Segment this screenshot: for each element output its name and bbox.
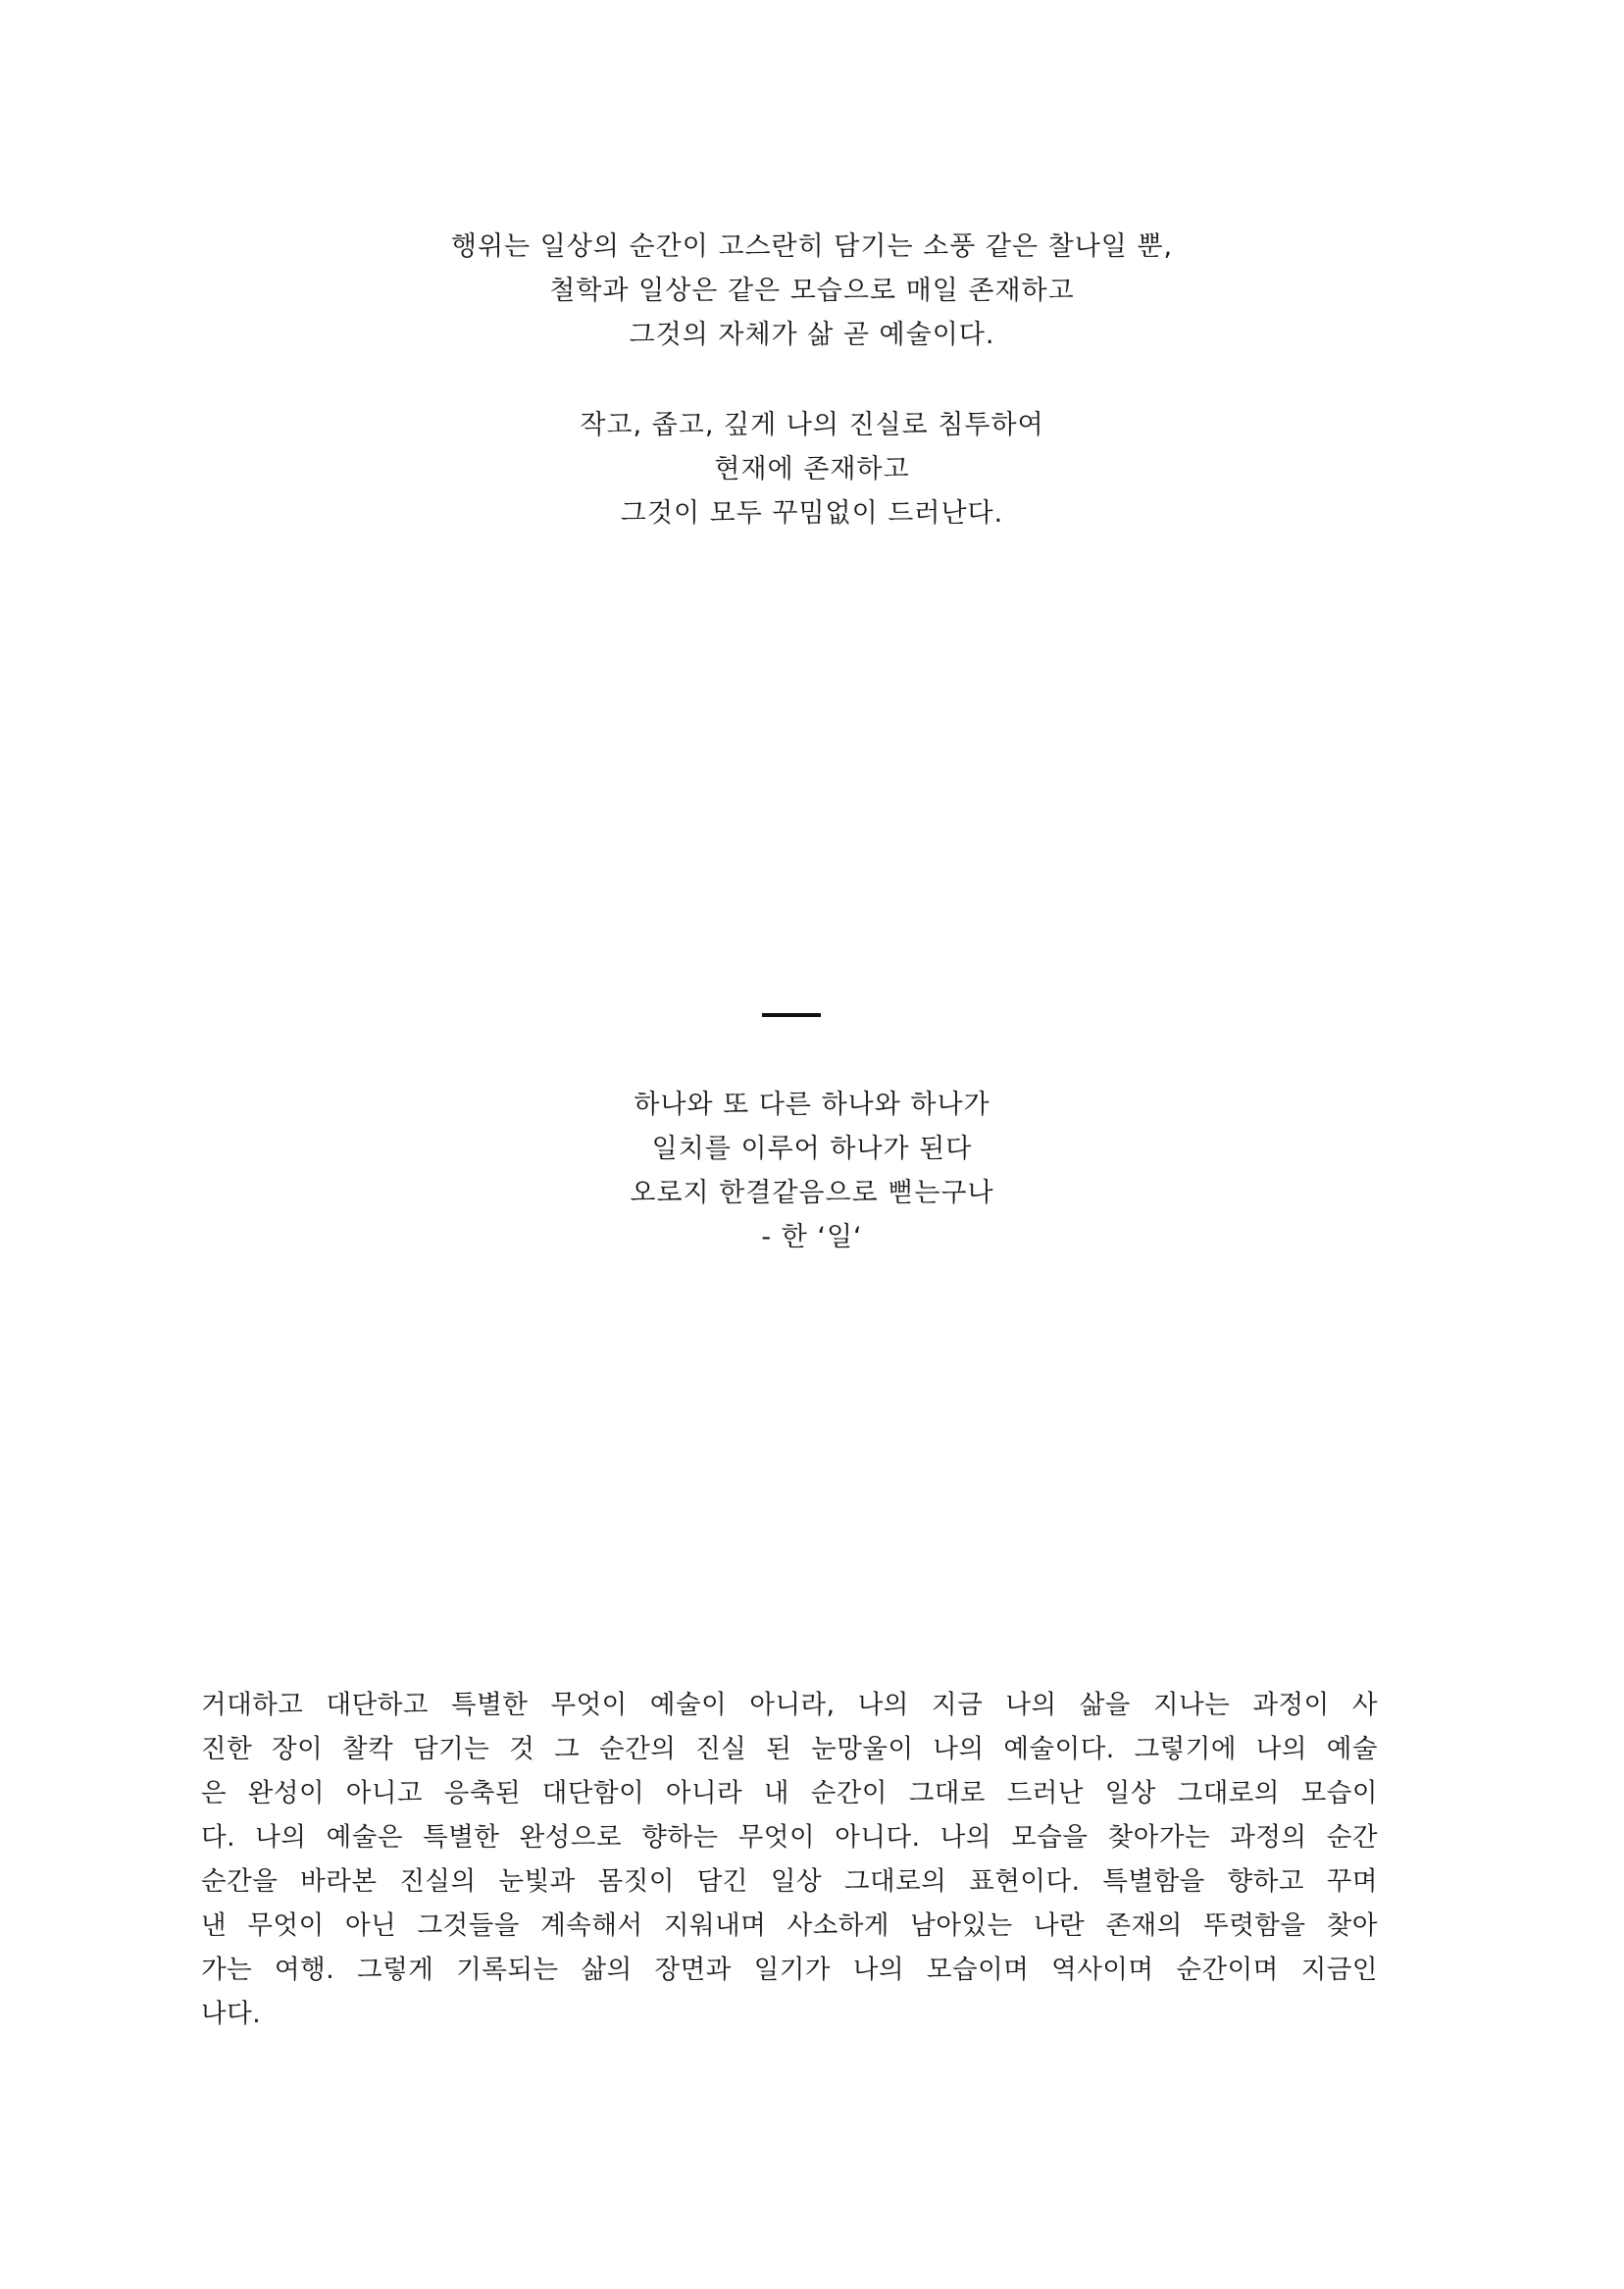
prose-line: 나다. (201, 1999, 262, 2029)
prose-line: 가는 여행. 그렇게 기록되는 삶의 장면과 일기가 나의 모습이며 역사이며 순간이며 지금인 (201, 1955, 1378, 1985)
poem-stanza-1 (0, 225, 1624, 357)
section-divider (762, 1013, 821, 1017)
poem-stanza-3 (0, 1083, 1624, 1259)
prose-line: 순간을 바라본 진실의 눈빛과 몸짓이 담긴 일상 그대로의 표현이다. 특별함을 향하고 꾸며 (201, 1866, 1378, 1897)
poem-line: 그것의 자체가 삶 곧 예술이다. (629, 320, 995, 350)
poem-line: 일치를 이루어 하나가 된다 (651, 1134, 973, 1164)
poem-line: 하나와 또 다른 하나와 하나가 (634, 1090, 990, 1120)
prose-line: 은 완성이 아니고 응축된 대단함이 아니라 내 순간이 그대로 드러난 일상 그대로의 모습이 (201, 1778, 1378, 1808)
poem-line: 철학과 일상은 같은 모습으로 매일 존재하고 (549, 276, 1075, 306)
poem-line: 행위는 일상의 순간이 고스란히 담기는 소풍 같은 찰나일 뿐, (450, 231, 1174, 262)
poem-line: 현재에 존재하고 (714, 454, 910, 484)
prose-paragraph (201, 1683, 1378, 2036)
prose-line: 낸 무엇이 아닌 그것들을 계속해서 지워내며 사소하게 남아있는 나란 존재의 뚜렷함을 찾아 (201, 1910, 1378, 1941)
poem-line: 그것이 모두 꾸밈없이 드러난다. (620, 498, 1004, 529)
poem-line: 오로지 한결같음으로 뻗는구나 (630, 1178, 994, 1208)
prose-line: 진한 장이 찰칵 담기는 것 그 순간의 진실 된 눈망울이 나의 예술이다. 그렇기에 나의 예술 (201, 1734, 1378, 1764)
poem-stanza-2 (0, 403, 1624, 535)
poem-line: 작고, 좁고, 깊게 나의 진실로 침투하여 (580, 410, 1044, 440)
poem-attribution: - 한 ‘일‘ (761, 1222, 863, 1252)
prose-line: 다. 나의 예술은 특별한 완성으로 향하는 무엇이 아니다. 나의 모습을 찾아가는 과정의 순간 (201, 1822, 1378, 1853)
prose-line: 거대하고 대단하고 특별한 무엇이 예술이 아니라, 나의 지금 나의 삶을 지나는 과정이 사 (201, 1690, 1378, 1720)
